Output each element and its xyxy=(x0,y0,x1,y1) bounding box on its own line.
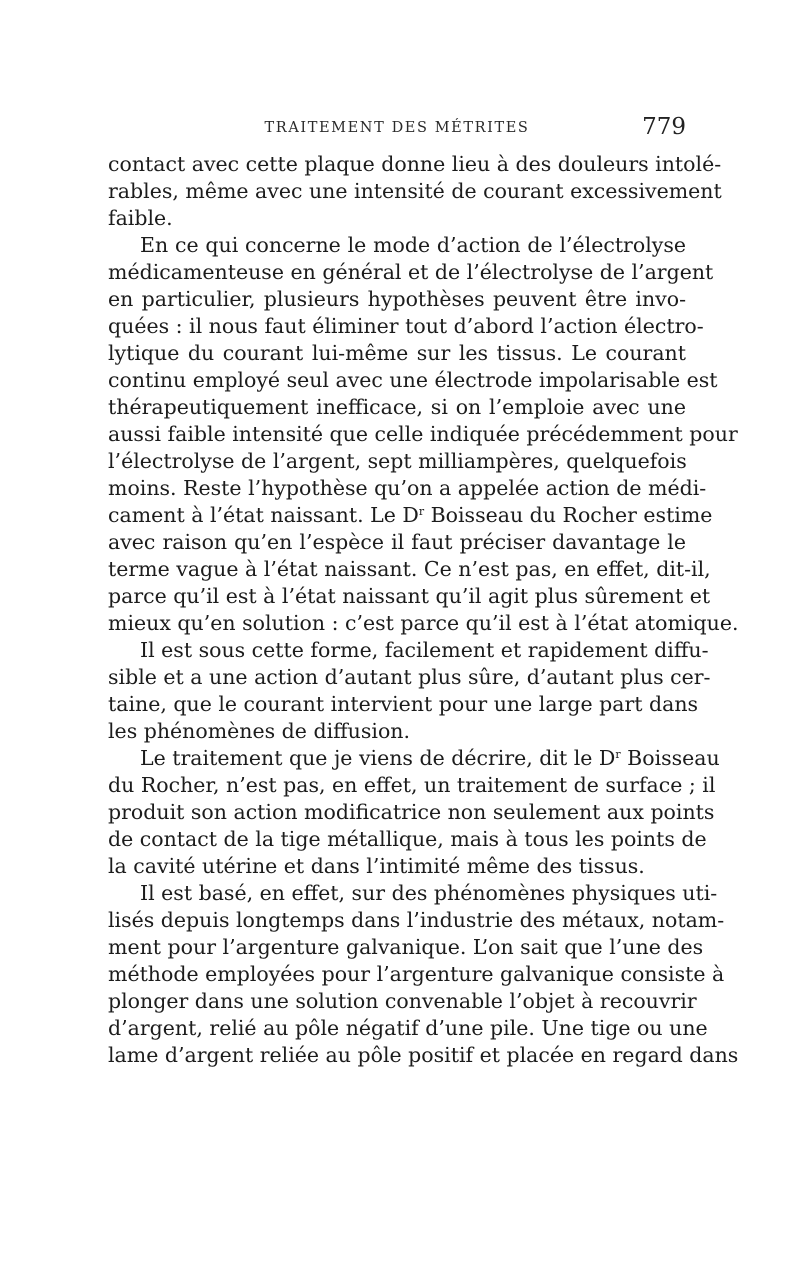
page-number: 779 xyxy=(642,114,686,140)
text-segment: Le traitement que je viens de décrire, dit le D xyxy=(140,746,616,770)
text-line: lame d’argent reliée au pôle positif et placée en regard dans xyxy=(108,1043,739,1067)
text-line: moins. Reste l’hypothèse qu’on a appelée action de médi- xyxy=(108,476,707,500)
running-head xyxy=(108,114,686,144)
text-line: aussi faible intensité que celle indiquée précédemment pour xyxy=(108,422,738,446)
text-line: quées : il nous faut éliminer tout d’abord l’action électro- xyxy=(108,314,704,338)
text-line: plonger dans une solution convenable l’objet à recouvrir xyxy=(108,989,697,1013)
text-line: continu employé seul avec une électrode impolarisable est xyxy=(108,368,718,392)
text-segment: Boisseau du Rocher estime xyxy=(424,503,713,527)
text-line: médicamenteuse en général et de l’électrolyse de l’argent xyxy=(108,260,714,284)
text-line: lisés depuis longtemps dans l’industrie des métaux, notam- xyxy=(108,908,725,932)
text-line-with-superscript xyxy=(108,745,720,772)
text-line: méthode employées pour l’argenture galvanique consiste à xyxy=(108,962,725,986)
text-line: les phénomènes de diffusion. xyxy=(108,719,411,743)
text-line: rables, même avec une intensité de courant excessivement xyxy=(108,179,722,203)
text-segment: cament à l’état naissant. Le D xyxy=(108,503,419,527)
text-line: la cavité utérine et dans l’intimité même des tissus. xyxy=(108,854,645,878)
text-line: sible et a une action d’autant plus sûre, d’autant plus cer- xyxy=(108,665,711,689)
running-title: TRAITEMENT DES MÉTRITES xyxy=(264,120,530,136)
text-line: Il est sous cette forme, facilement et rapidement diffu- xyxy=(140,638,709,662)
body-text xyxy=(108,151,739,1069)
text-line: lytique du courant lui-même sur les tissus. Le courant xyxy=(108,341,686,365)
text-line-with-superscript xyxy=(108,502,713,529)
text-line: Il est basé, en effet, sur des phénomènes physiques uti- xyxy=(140,881,718,905)
text-segment: Boisseau xyxy=(620,746,720,770)
text-line: d’argent, relié au pôle négatif d’une pile. Une tige ou une xyxy=(108,1016,708,1040)
text-line: du Rocher, n’est pas, en effet, un traitement de surface ; il xyxy=(108,773,716,797)
text-line: mieux qu’en solution : c’est parce qu’il est à l’état atomique. xyxy=(108,611,739,635)
text-line: en particulier, plusieurs hypothèses peuvent être invo- xyxy=(108,287,686,311)
superscript: r xyxy=(418,505,425,518)
text-line: de contact de la tige métallique, mais à tous les points de xyxy=(108,827,707,851)
text-line: faible. xyxy=(108,206,173,230)
text-line: avec raison qu’en l’espèce il faut préciser davantage le xyxy=(108,530,686,554)
text-line: contact avec cette plaque donne lieu à des douleurs intolé- xyxy=(108,152,722,176)
superscript: r xyxy=(615,748,621,761)
text-line: ment pour l’argenture galvanique. L’on sait que l’une des xyxy=(108,935,704,959)
text-line: parce qu’il est à l’état naissant qu’il agit plus sûrement et xyxy=(108,584,711,608)
text-line: En ce qui concerne le mode d’action de l’électrolyse xyxy=(140,233,686,257)
text-line: produit son action modificatrice non seulement aux points xyxy=(108,800,715,824)
text-line: taine, que le courant intervient pour une large part dans xyxy=(108,692,699,716)
text-line: l’électrolyse de l’argent, sept milliampères, quelquefois xyxy=(108,449,687,473)
text-line: thérapeutiquement inefficace, si on l’emploie avec une xyxy=(108,395,686,419)
text-line: terme vague à l’état naissant. Ce n’est pas, en effet, dit-il, xyxy=(108,557,711,581)
